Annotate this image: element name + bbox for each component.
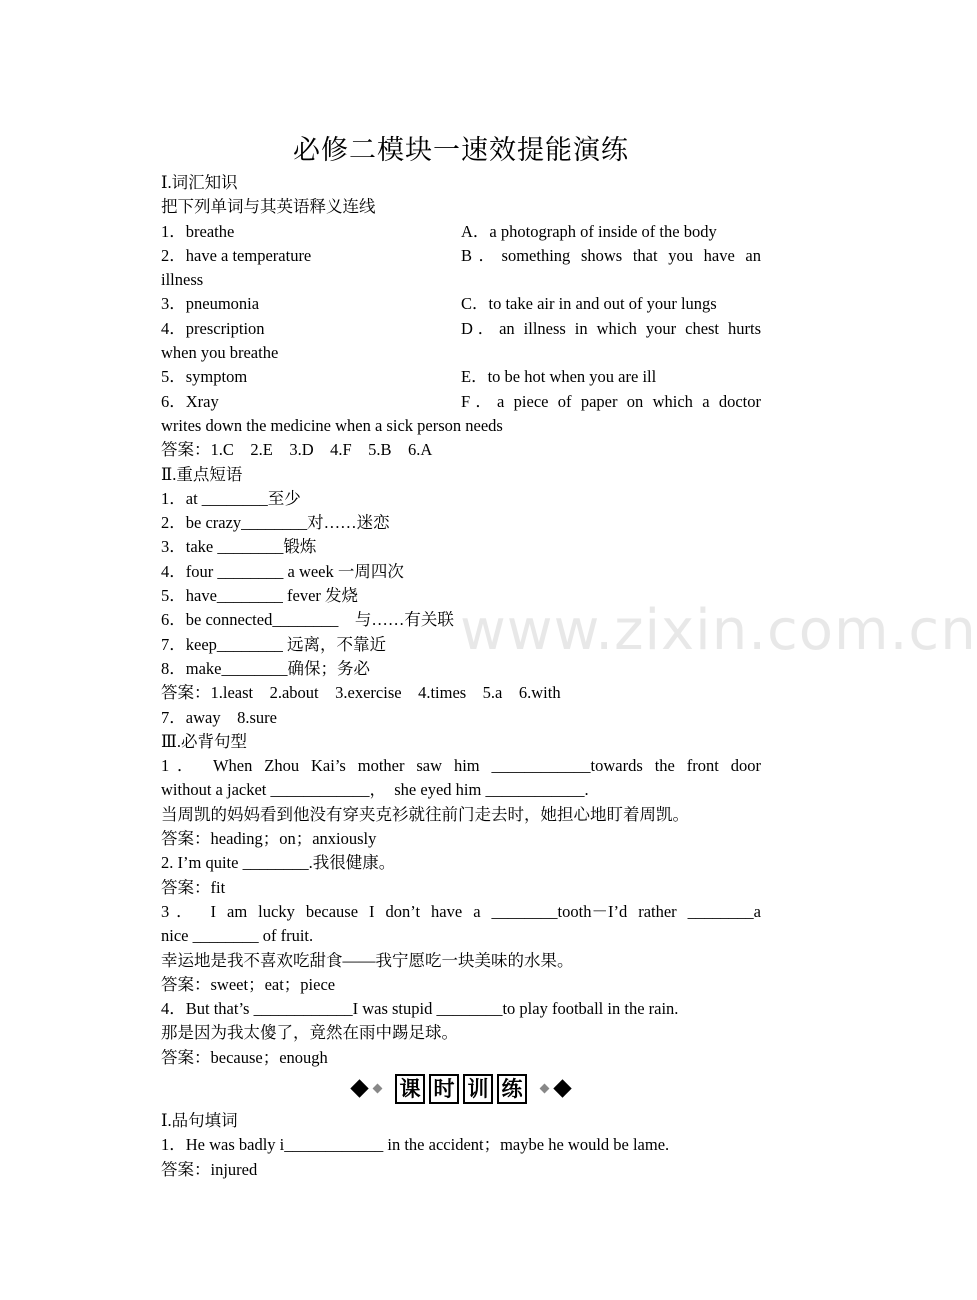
fill-word-question: 1．He was badly i____________ in the accident；maybe he would be lame. bbox=[161, 1135, 670, 1155]
sentence-line: 答案：heading；on；anxiously bbox=[161, 829, 377, 849]
matching-term: 3．pneumonia bbox=[161, 294, 260, 314]
matching-row bbox=[161, 244, 761, 268]
banner-char: 时 bbox=[429, 1074, 459, 1104]
phrase-item: 4．four ________ a week 一周四次 bbox=[161, 561, 404, 581]
sentence-line: 答案：because；enough bbox=[161, 1047, 328, 1067]
sentence-line: 1． When Zhou Kai’s mother saw him ____________towards the front door bbox=[161, 756, 761, 776]
answer-vocabulary: 答案：1.C 2.E 3.D 4.F 5.B 6.A bbox=[161, 440, 433, 460]
matching-definition: D．an illness in which your chest hurts bbox=[461, 318, 761, 338]
sentence-list bbox=[161, 754, 761, 1070]
matching-definition: B．something shows that you have an bbox=[461, 245, 761, 265]
sentence-line: without a jacket ____________， she eyed him ____________. bbox=[161, 780, 589, 800]
sentence-line: 2. I’m quite ________.我很健康。 bbox=[161, 853, 396, 873]
section-heading-sentences: Ⅲ.必背句型 bbox=[161, 731, 248, 751]
matching-definition: F．a piece of paper on which a doctor bbox=[461, 391, 761, 411]
matching-definition: A．a photograph of inside of the body bbox=[461, 221, 717, 241]
phrase-item: 6．be connected________ 与……有关联 bbox=[161, 610, 454, 630]
matching-row bbox=[161, 317, 761, 341]
sentence-line: 那是因为我太傻了，竟然在雨中踢足球。 bbox=[161, 1023, 458, 1043]
sentence-line: 答案：fit bbox=[161, 877, 226, 897]
matching-definition: E．to be hot when you are ill bbox=[461, 367, 657, 387]
banner-char: 课 bbox=[395, 1074, 425, 1104]
watermark: www.zixin.com.cn bbox=[460, 598, 977, 663]
section-heading-vocabulary: Ⅰ.词汇知识 bbox=[161, 173, 238, 192]
banner-char: 训 bbox=[463, 1074, 493, 1104]
fill-word-answer: 答案：injured bbox=[161, 1159, 258, 1179]
banner-char: 练 bbox=[497, 1074, 527, 1104]
phrase-item: 7．keep________ 远离，不靠近 bbox=[161, 634, 387, 654]
matching-list bbox=[161, 220, 761, 439]
phrase-item: 5．have________ fever 发烧 bbox=[161, 586, 359, 606]
instruction-text: 把下列单词与其英语释义连线 bbox=[161, 197, 376, 217]
phrase-item: 2．be crazy________对……迷恋 bbox=[161, 513, 390, 533]
small-diamond-icon bbox=[373, 1084, 383, 1094]
matching-term: 1．breathe bbox=[161, 221, 235, 241]
page-title: 必修二模块一速效提能演练 bbox=[293, 135, 629, 165]
matching-term: 6．Xray bbox=[161, 391, 219, 411]
sentence-line: 当周凯的妈妈看到他没有穿夹克衫就往前门走去时，她担心地盯着周凯。 bbox=[161, 804, 689, 824]
phrase-item: 3．take ________锻炼 bbox=[161, 537, 317, 557]
sentence-line: 3． I am lucky because I don’t have a ________tooth－I’d rather ________a bbox=[161, 901, 761, 921]
matching-row bbox=[161, 220, 761, 244]
matching-term: 5．symptom bbox=[161, 367, 248, 387]
section-heading-fill-words: Ⅰ.品句填词 bbox=[161, 1110, 238, 1130]
matching-wrap-line: illness bbox=[161, 270, 204, 290]
sentence-line: 幸运地是我不喜欢吃甜食——我宁愿吃一块美味的水果。 bbox=[161, 950, 574, 970]
section-heading-phrases: Ⅱ.重点短语 bbox=[161, 464, 243, 484]
phrase-item: 8．make________确保；务必 bbox=[161, 658, 370, 678]
phrase-item: 1．at ________至少 bbox=[161, 488, 301, 508]
sentence-line: 答案：sweet；eat；piece bbox=[161, 974, 336, 994]
matching-row bbox=[161, 365, 761, 389]
matching-wrap-line: writes down the medicine when a sick person needs bbox=[161, 415, 503, 435]
matching-row bbox=[161, 390, 761, 414]
diamond-icon bbox=[553, 1080, 571, 1098]
small-diamond-icon bbox=[540, 1084, 550, 1094]
banner-title bbox=[395, 1074, 527, 1104]
matching-row bbox=[161, 292, 761, 316]
matching-wrap-line: when you breathe bbox=[161, 343, 279, 363]
matching-definition: C．to take air in and out of your lungs bbox=[461, 294, 717, 314]
answer-phrases-line1: 答案：1.least 2.about 3.exercise 4.times 5.a 6.with bbox=[161, 683, 561, 703]
matching-term: 2．have a temperature bbox=[161, 245, 312, 265]
sentence-line: nice ________ of fruit. bbox=[161, 926, 314, 946]
diamond-icon bbox=[350, 1080, 368, 1098]
lesson-training-banner bbox=[161, 1072, 761, 1106]
sentence-line: 4．But that’s ____________I was stupid ________to play football in the rain. bbox=[161, 999, 679, 1019]
matching-term: 4．prescription bbox=[161, 318, 265, 338]
answer-phrases-line2: 7．away 8.sure bbox=[161, 707, 277, 727]
